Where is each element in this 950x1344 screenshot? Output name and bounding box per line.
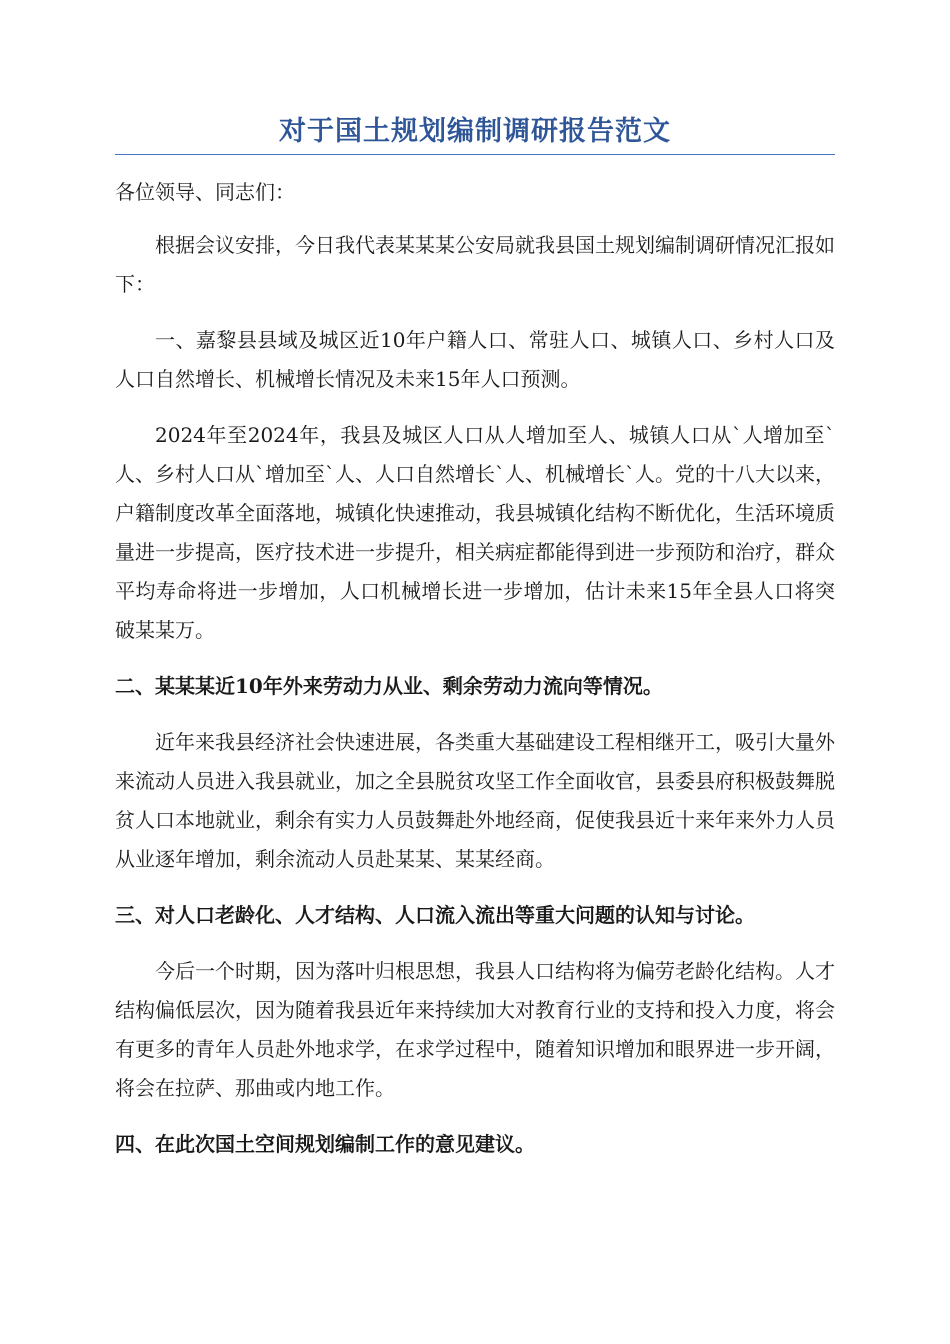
salutation: 各位领导、同志们：: [115, 180, 295, 204]
section-1-body: 2024年至2024年，我县及城区人口从人增加至人、城镇人口从`人增加至`人、乡村人口从`增加至`人、人口自然增长`人、机械增长`人。党的十八大以来，户籍制度改革全面落地，城镇化快速推动，我县城镇化结构不断优化，生活环境质量进一步提高，医疗技术进一步提升，相关病症都能得到进一步预防和治疗，群众平均寿命将进一步增加，人口机械增长进一步增加，估计未来15年全县人口将突破某某万。: [115, 423, 835, 642]
document-page: [115, 112, 835, 1181]
section-3-body: 今后一个时期，因为落叶归根思想，我县人口结构将为偏劳老龄化结构。人才结构偏低层次，因为随着我县近年来持续加大对教育行业的支持和投入力度，将会有更多的青年人员赴外地求学，在求学过程中，随着知识增加和眼界进一步开阔，将会在拉萨、那曲或内地工作。: [115, 959, 835, 1100]
section-2-body: 近年来我县经济社会快速进展，各类重大基础建设工程相继开工，吸引大量外来流动人员进入我县就业，加之全县脱贫攻坚工作全面收官，县委县府积极鼓舞脱贫人口本地就业，剩余有实力人员鼓舞赴外地经商，促使我县近十来年来外力人员从业逐年增加，剩余流动人员赴某某、某某经商。: [115, 730, 835, 871]
title-underline: [115, 154, 835, 155]
section-1-heading: 一、嘉黎县县域及城区近10年户籍人口、常驻人口、城镇人口、乡村人口及人口自然增长、机械增长情况及未来15年人口预测。: [115, 328, 835, 391]
section-4-heading: 四、在此次国土空间规划编制工作的意见建议。: [115, 1132, 535, 1156]
section-3-heading: 三、对人口老龄化、人才结构、人口流入流出等重大问题的认知与讨论。: [115, 903, 755, 927]
section-2-heading: 二、某某某近10年外来劳动力从业、剩余劳动力流向等情况。: [115, 674, 663, 698]
intro-paragraph: 根据会议安排，今日我代表某某某公安局就我县国土规划编制调研情况汇报如下：: [115, 233, 835, 296]
document-title: 对于国土规划编制调研报告范文: [279, 116, 671, 147]
